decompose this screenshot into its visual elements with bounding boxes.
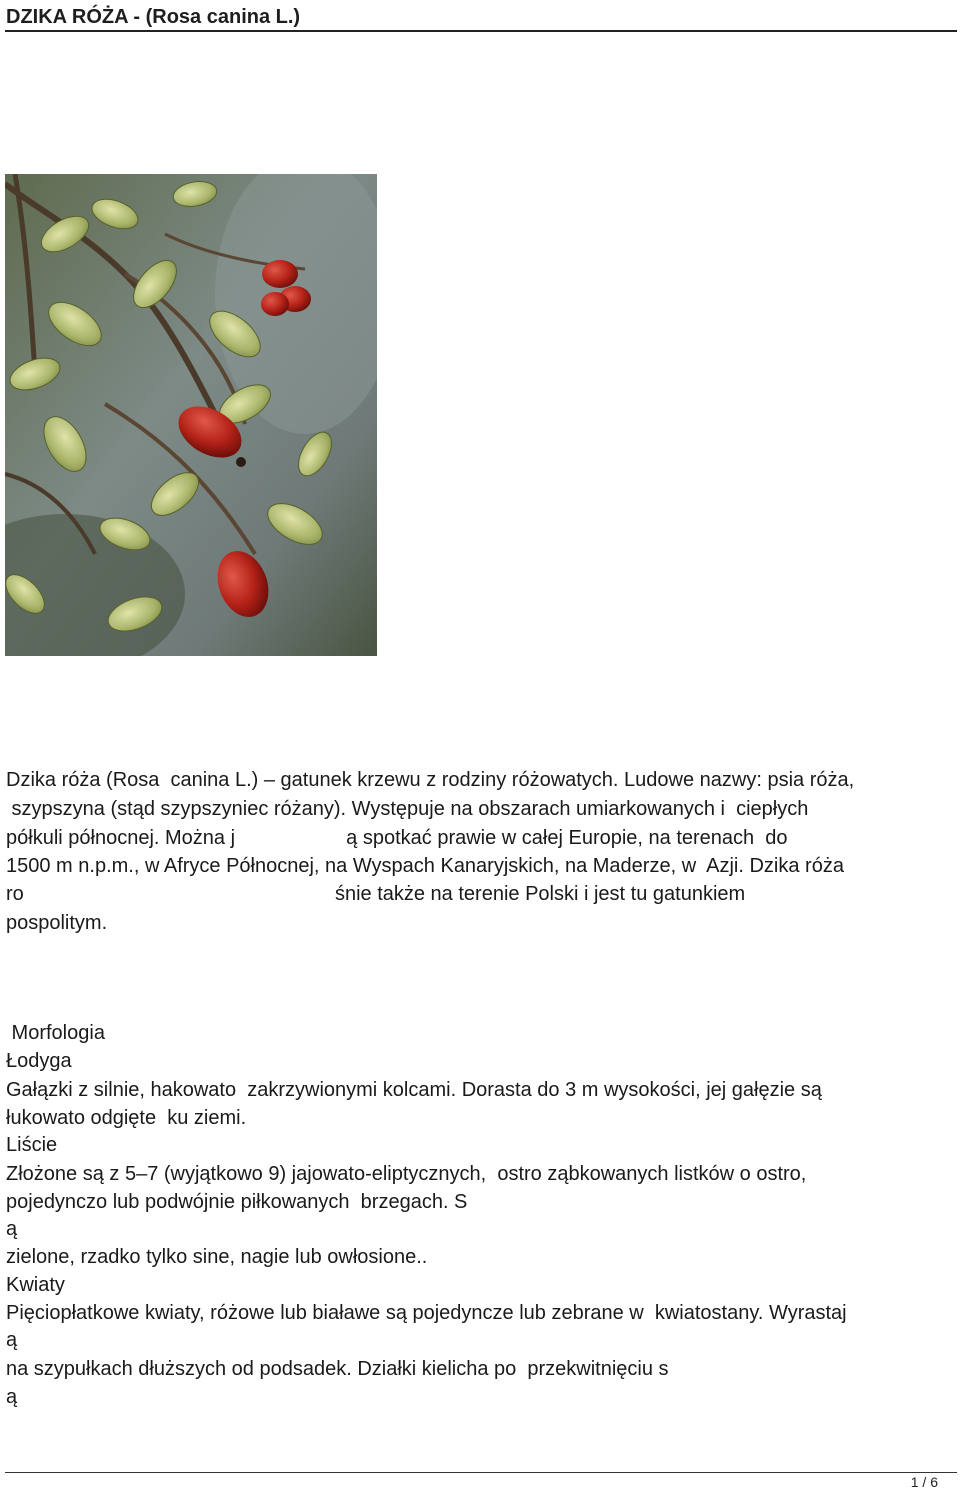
body-line: Gałązki z silnie, hakowato zakrzywionymi kolcami. Dorasta do 3 m wysokości, jej gałęzie są <box>6 1079 822 1101</box>
body-line: Pięciopłatkowe kwiaty, różowe lub białawe są pojedyncze lub zebrane w kwiatostany. Wyrastaj <box>6 1302 847 1324</box>
rosehip-photo <box>5 174 377 656</box>
subheading-kwiaty: Kwiaty <box>6 1274 65 1296</box>
header-divider <box>5 30 957 32</box>
body-line: na szypułkach dłuższych od podsadek. Działki kielicha po przekwitnięciu s <box>6 1358 669 1380</box>
intro-line: 1500 m n.p.m., w Afryce Północnej, na Wyspach Kanaryjskich, na Maderze, w Azji. Dzika róża <box>6 855 844 877</box>
section-heading-morfologia: Morfologia <box>6 1022 105 1044</box>
body-line: zielone, rzadko tylko sine, nagie lub owłosione.. <box>6 1246 428 1268</box>
body-line: pojedynczo lub podwójnie piłkowanych brzegach. S <box>6 1191 468 1213</box>
page-title: DZIKA RÓŻA - (Rosa canina L.) <box>6 6 301 28</box>
intro-line: pospolitym. <box>6 912 108 934</box>
footer-divider <box>5 1472 957 1473</box>
body-line: ą <box>6 1218 18 1240</box>
subheading-lodyga: Łodyga <box>6 1050 72 1072</box>
body-line: Złożone są z 5–7 (wyjątkowo 9) jajowato-eliptycznych, ostro ząbkowanych listków o ostro, <box>6 1163 807 1185</box>
body-line: ą <box>6 1386 18 1408</box>
intro-line: Dzika róża (Rosa canina L.) – gatunek krzewu z rodziny różowatych. Ludowe nazwy: psia róża, <box>6 769 855 791</box>
body-line: łukowato odgięte ku ziemi. <box>6 1107 247 1129</box>
intro-line: półkuli północnej. Można j ą spotkać prawie w całej Europie, na terenach do <box>6 827 788 849</box>
page-number: 1 / 6 <box>910 1474 938 1490</box>
subheading-liscie: Liście <box>6 1134 58 1156</box>
intro-line: ro śnie także na terenie Polski i jest tu gatunkiem <box>6 883 746 905</box>
body-line: ą <box>6 1329 18 1351</box>
intro-line: szypszyna (stąd szypszyniec różany). Występuje na obszarach umiarkowanych i ciepłych <box>6 798 809 820</box>
